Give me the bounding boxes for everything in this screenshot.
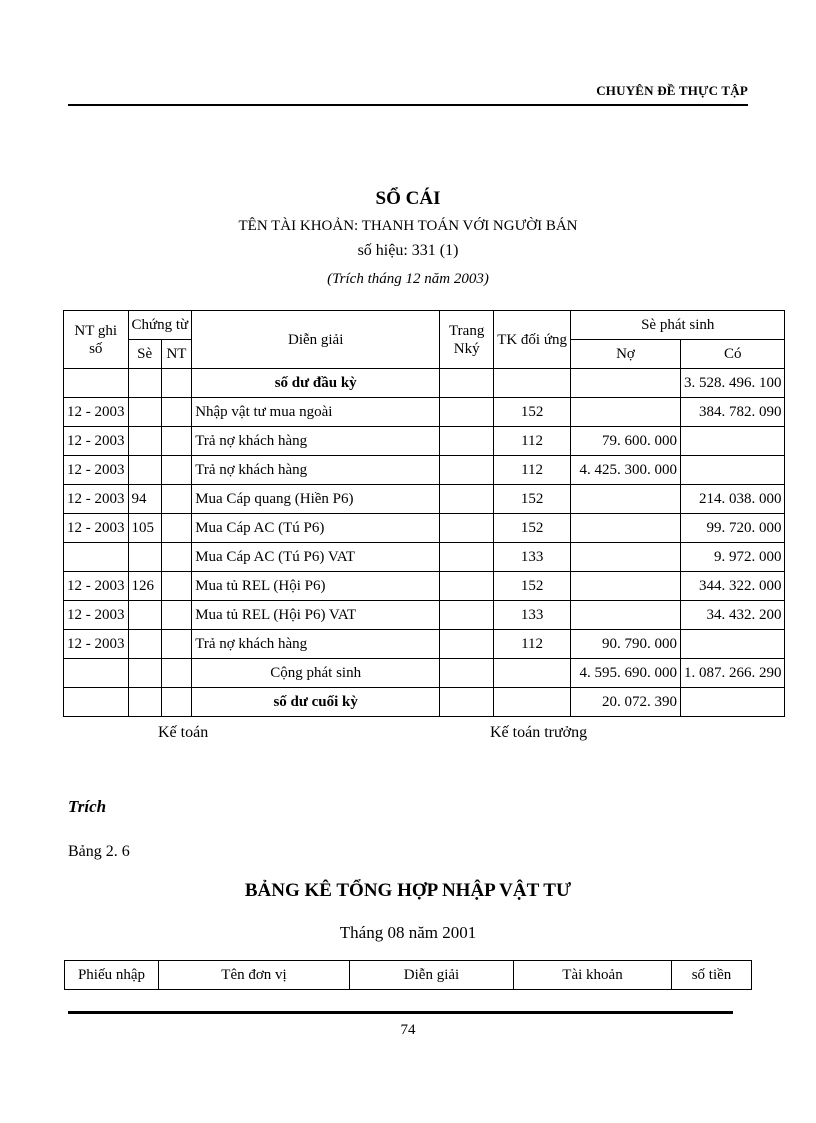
table-row [64, 514, 785, 543]
cell-credit [680, 456, 785, 485]
cell-voucher-date [161, 601, 191, 630]
signature-accountant: Kế toán [158, 724, 209, 741]
cell-date: 12 - 2003 [64, 630, 129, 659]
cell-date [64, 659, 129, 688]
summary-period: Tháng 08 năm 2001 [339, 923, 477, 942]
cell-page [440, 543, 494, 572]
cell-credit [680, 427, 785, 456]
cell-contra: 112 [494, 630, 571, 659]
cell-date: 12 - 2003 [64, 456, 129, 485]
cell-voucher-no [128, 659, 161, 688]
header-debit: Nợ [570, 340, 680, 369]
header-credit: Có [680, 340, 785, 369]
cell-voucher-date [161, 630, 191, 659]
cell-voucher-date [161, 398, 191, 427]
summary-table [64, 960, 752, 990]
cell-voucher-no: 94 [128, 485, 161, 514]
cell-page [440, 427, 494, 456]
cell-voucher-no [128, 456, 161, 485]
header-page-line2: Nký [453, 340, 480, 357]
table-number: Bảng 2. 6 [68, 843, 130, 860]
cell-description: Trả nợ khách hàng [192, 427, 440, 456]
cell-contra: 152 [494, 398, 571, 427]
cell-description: Mua Cáp quang (Hiền P6) [192, 485, 440, 514]
summary-header-row [65, 961, 752, 990]
cell-credit [680, 688, 785, 717]
cell-description: Nhập vật tư mua ngoài [192, 398, 440, 427]
cell-credit: 3. 528. 496. 100 [680, 369, 785, 398]
cell-contra [494, 659, 571, 688]
cell-date [64, 688, 129, 717]
cell-contra: 133 [494, 601, 571, 630]
cell-voucher-date [161, 369, 191, 398]
cell-contra: 152 [494, 514, 571, 543]
cell-page [440, 456, 494, 485]
cell-credit: 99. 720. 000 [680, 514, 785, 543]
cell-voucher-no [128, 543, 161, 572]
cell-voucher-no [128, 601, 161, 630]
cell-date: 12 - 2003 [64, 572, 129, 601]
closing-balance-row [64, 688, 785, 717]
cell-voucher-date [161, 485, 191, 514]
cell-debit [570, 398, 680, 427]
cell-debit: 79. 600. 000 [570, 427, 680, 456]
cell-page [440, 485, 494, 514]
cell-page [440, 688, 494, 717]
cell-voucher-date [161, 514, 191, 543]
cell-contra [494, 369, 571, 398]
footer-rule [68, 1011, 733, 1014]
cell-date: 12 - 2003 [64, 427, 129, 456]
header-voucher-no: Sè [128, 340, 161, 369]
cell-voucher-date [161, 427, 191, 456]
page-number: 74 [400, 1022, 416, 1038]
running-header: CHUYÊN ĐỀ THỰC TẬP [596, 83, 748, 98]
table-row [64, 427, 785, 456]
table-row [64, 630, 785, 659]
cell-page [440, 659, 494, 688]
signature-chief-accountant: Kế toán trưởng [490, 724, 588, 741]
cell-debit: 4. 425. 300. 000 [570, 456, 680, 485]
table-row [64, 398, 785, 427]
cell-credit: 384. 782. 090 [680, 398, 785, 427]
cell-date: 12 - 2003 [64, 514, 129, 543]
ledger-period: (Trích tháng 12 năm 2003) [327, 271, 489, 287]
excerpt-label: Trích [68, 797, 107, 816]
cell-debit [570, 572, 680, 601]
header-arising: Sè phát sinh [570, 311, 785, 340]
cell-page [440, 601, 494, 630]
table-row [64, 485, 785, 514]
cell-description: Mua Cáp AC (Tú P6) VAT [192, 543, 440, 572]
cell-debit [570, 543, 680, 572]
cell-voucher-date [161, 456, 191, 485]
cell-voucher-no [128, 630, 161, 659]
cell-page [440, 514, 494, 543]
table-row [64, 456, 785, 485]
cell-debit [570, 601, 680, 630]
header-page-line1: Trang [449, 322, 485, 339]
cell-voucher-date [161, 572, 191, 601]
header-receipt: Phiếu nhập [65, 961, 159, 990]
header-contra-account: TK đối ứng [494, 311, 571, 369]
cell-voucher-no [128, 688, 161, 717]
cell-credit: 344. 322. 000 [680, 572, 785, 601]
table-row [64, 369, 785, 398]
ledger-title: SỔ CÁI [375, 188, 441, 209]
cell-description: Mua tủ REL (Hội P6) [192, 572, 440, 601]
cell-contra: 133 [494, 543, 571, 572]
header-amount: số tiền [672, 961, 752, 990]
cell-date [64, 369, 129, 398]
cell-voucher-date [161, 659, 191, 688]
cell-voucher-no [128, 369, 161, 398]
cell-date: 12 - 2003 [64, 601, 129, 630]
cell-credit [680, 630, 785, 659]
cell-page [440, 572, 494, 601]
cell-description: Mua Cáp AC (Tú P6) [192, 514, 440, 543]
cell-contra [494, 688, 571, 717]
summary-title: BẢNG KÊ TỔNG HỢP NHẬP VẬT TƯ [244, 880, 572, 901]
header-unit-name: Tên đơn vị [159, 961, 350, 990]
table-row [64, 601, 785, 630]
header-voucher-date: NT [161, 340, 191, 369]
cell-description: số dư đầu kỳ [192, 369, 440, 398]
cell-page [440, 630, 494, 659]
cell-date [64, 543, 129, 572]
header-date-line2: số [89, 340, 103, 357]
cell-description: số dư cuối kỳ [192, 688, 440, 717]
cell-description: Cộng phát sinh [192, 659, 440, 688]
cell-debit: 20. 072. 390 [570, 688, 680, 717]
account-number: số hiệu: 331 (1) [357, 242, 459, 259]
cell-voucher-no: 105 [128, 514, 161, 543]
header-page [440, 311, 494, 369]
cell-page [440, 369, 494, 398]
account-name: TÊN TÀI KHOẢN: THANH TOÁN VỚI NGƯỜI BÁN [238, 218, 578, 234]
table-row [64, 543, 785, 572]
cell-contra: 152 [494, 485, 571, 514]
cell-credit: 9. 972. 000 [680, 543, 785, 572]
cell-contra: 152 [494, 572, 571, 601]
cell-credit: 1. 087. 266. 290 [680, 659, 785, 688]
header-description: Diễn giải [192, 311, 440, 369]
cell-description: Mua tủ REL (Hội P6) VAT [192, 601, 440, 630]
cell-date: 12 - 2003 [64, 485, 129, 514]
cell-description: Trả nợ khách hàng [192, 630, 440, 659]
header-rule [68, 104, 748, 106]
cell-description: Trả nợ khách hàng [192, 456, 440, 485]
header-description: Diễn giải [350, 961, 514, 990]
cell-contra: 112 [494, 456, 571, 485]
cell-voucher-date [161, 688, 191, 717]
cell-debit [570, 485, 680, 514]
cell-credit: 34. 432. 200 [680, 601, 785, 630]
cell-debit [570, 514, 680, 543]
cell-voucher-date [161, 543, 191, 572]
header-date-line1: NT ghi [74, 322, 118, 339]
cell-debit: 90. 790. 000 [570, 630, 680, 659]
cell-contra: 112 [494, 427, 571, 456]
cell-voucher-no [128, 398, 161, 427]
table-row [64, 572, 785, 601]
header-date [64, 311, 129, 369]
cell-voucher-no: 126 [128, 572, 161, 601]
cell-page [440, 398, 494, 427]
cell-debit: 4. 595. 690. 000 [570, 659, 680, 688]
cell-debit [570, 369, 680, 398]
total-row [64, 659, 785, 688]
cell-date: 12 - 2003 [64, 398, 129, 427]
ledger-header-row-1 [64, 311, 785, 340]
ledger-table [63, 310, 785, 717]
header-voucher: Chứng từ [128, 311, 192, 340]
cell-credit: 214. 038. 000 [680, 485, 785, 514]
header-account: Tài khoản [514, 961, 672, 990]
cell-voucher-no [128, 427, 161, 456]
